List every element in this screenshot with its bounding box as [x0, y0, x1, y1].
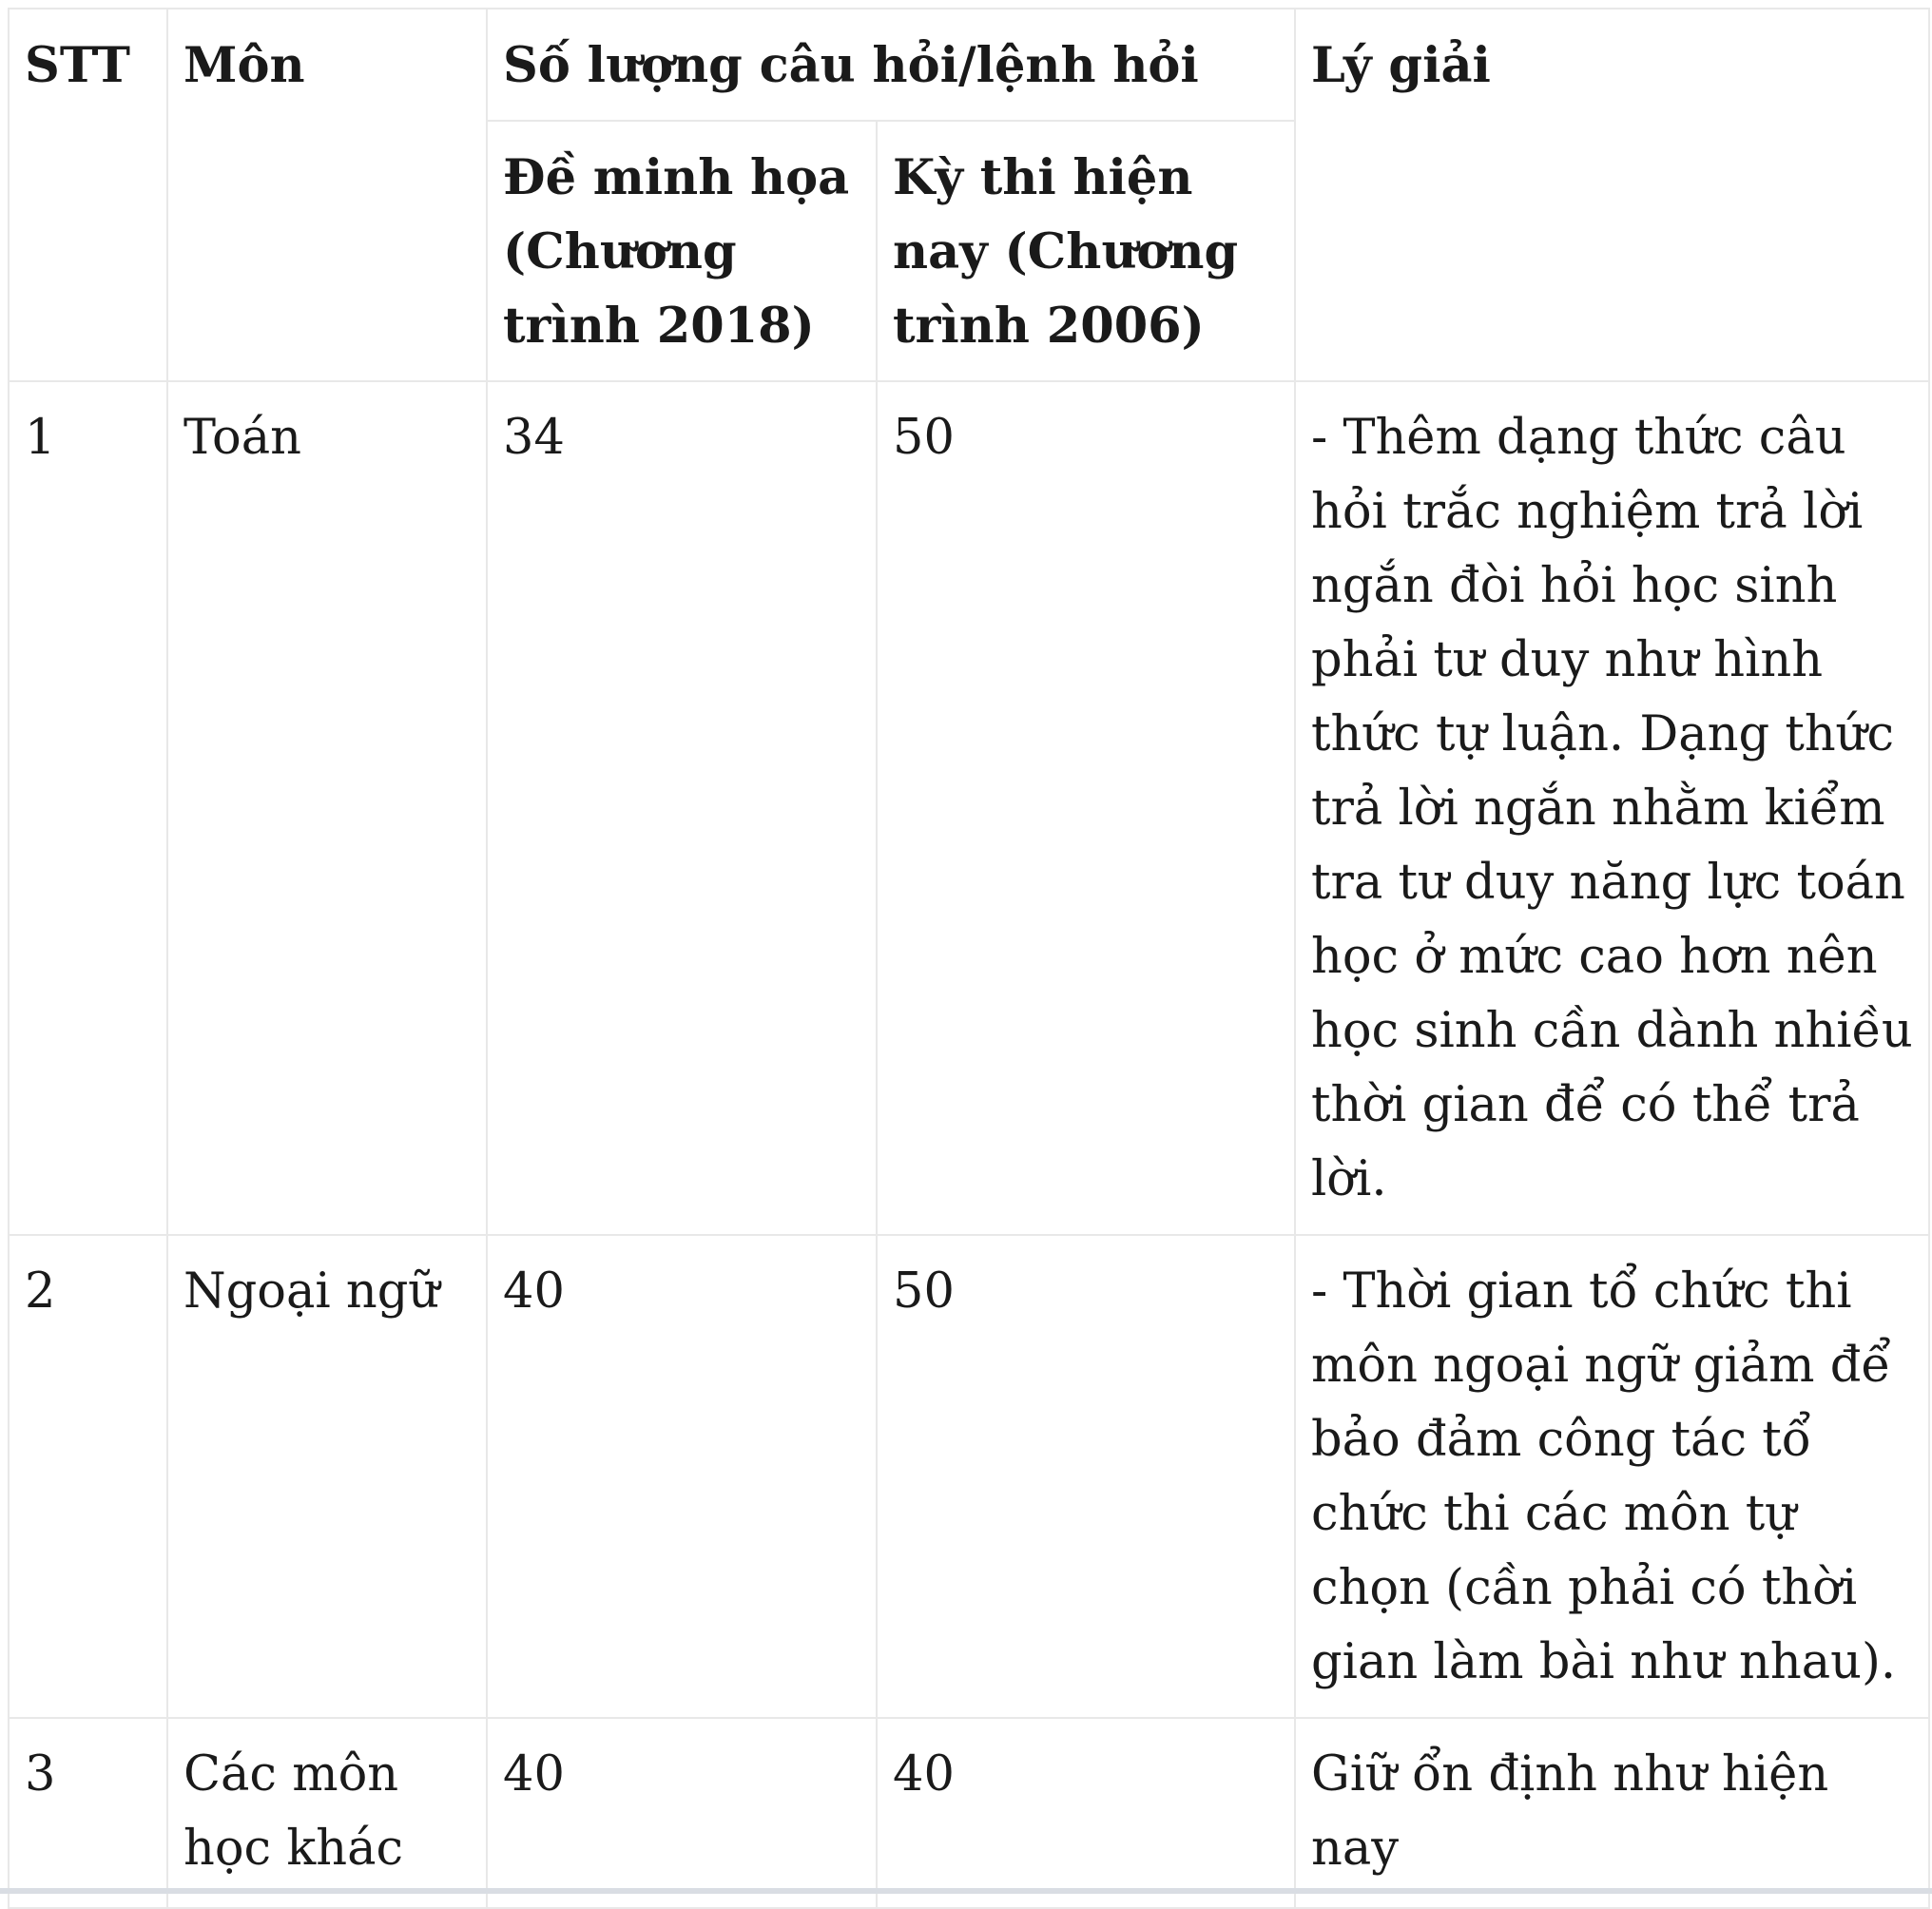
table-row: [9, 1235, 1929, 1718]
header-stt: STT: [9, 9, 167, 381]
cell-mon: Các môn học khác: [167, 1718, 487, 1908]
cell-stt: 3: [9, 1718, 167, 1908]
cell-ky-thi-hien-nay: 50: [877, 381, 1295, 1235]
header-mon: Môn: [167, 9, 487, 381]
cell-de-minh-hoa: 40: [487, 1235, 877, 1718]
bottom-divider: [0, 1888, 1932, 1894]
cell-stt: 2: [9, 1235, 167, 1718]
table-row: [9, 1718, 1929, 1908]
cell-ly-giai: - Thêm dạng thức câu hỏi trắc nghiệm trả lời ngắn đòi hỏi học sinh phải tư duy như hình thức tự luận. Dạng thức trả lời ngắn nhằm kiểm tra tư duy năng lực toán học ở mức cao hơn nên học sinh cần dành nhiều thời gian để có thể trả lời.: [1295, 381, 1929, 1235]
header-so-luong: Số lượng câu hỏi/lệnh hỏi: [487, 9, 1295, 121]
header-row-primary: [9, 9, 1929, 121]
cell-mon: Ngoại ngữ: [167, 1235, 487, 1718]
table-row: [9, 381, 1929, 1235]
cell-ky-thi-hien-nay: 40: [877, 1718, 1295, 1908]
cell-mon: Toán: [167, 381, 487, 1235]
cell-ly-giai: - Thời gian tổ chức thi môn ngoại ngữ giảm để bảo đảm công tác tổ chức thi các môn tự chọn (cần phải có thời gian làm bài như nhau).: [1295, 1235, 1929, 1718]
cell-ky-thi-hien-nay: 50: [877, 1235, 1295, 1718]
header-ky-thi-hien-nay: Kỳ thi hiện nay (Chương trình 2006): [877, 121, 1295, 381]
header-ly-giai: Lý giải: [1295, 9, 1929, 381]
cell-stt: 1: [9, 381, 167, 1235]
cell-ly-giai: Giữ ổn định như hiện nay: [1295, 1718, 1929, 1908]
header-de-minh-hoa: Đề minh họa (Chương trình 2018): [487, 121, 877, 381]
cell-de-minh-hoa: 40: [487, 1718, 877, 1908]
cell-de-minh-hoa: 34: [487, 381, 877, 1235]
comparison-table: [8, 8, 1930, 1909]
